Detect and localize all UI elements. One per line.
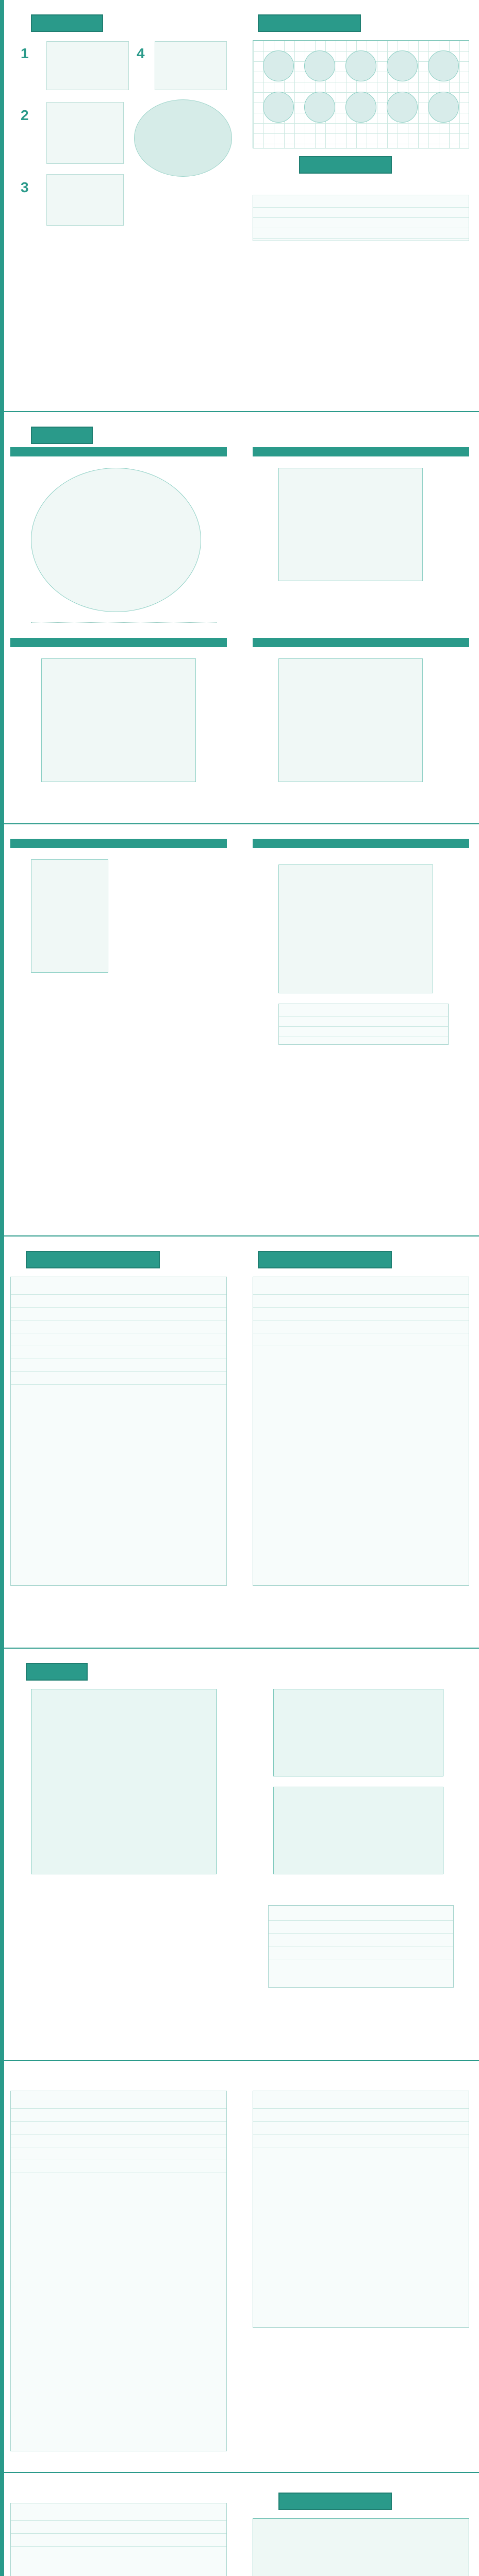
section-title-left [31, 14, 103, 32]
table-row [11, 2527, 226, 2534]
model-thumb [304, 92, 335, 123]
step-number-2: 2 [21, 107, 29, 123]
data-table-right [253, 2091, 469, 2328]
table-row [253, 2114, 469, 2122]
cross-section-diagram [31, 468, 201, 612]
page-edge [0, 1236, 4, 1648]
table-row [269, 1952, 453, 1959]
sub-header [10, 839, 227, 848]
table-row [253, 2140, 469, 2147]
step-number-4: 4 [137, 45, 145, 61]
spec-table-left [10, 2503, 227, 2576]
selection-table-right [253, 1277, 469, 1586]
page-5 [0, 1649, 479, 2061]
table-row [279, 1009, 448, 1016]
page-edge [0, 824, 4, 1235]
table-row [253, 231, 469, 239]
page-4 [0, 1236, 479, 1649]
step-4-illustration [155, 41, 227, 90]
page-7 [0, 2473, 479, 2576]
main-product-image [134, 99, 232, 177]
page-content [10, 421, 469, 814]
table-row [11, 1339, 226, 1346]
table-row [11, 2153, 226, 2160]
page-content [10, 1658, 469, 2050]
page-edge [0, 2061, 4, 2472]
model-thumb [304, 50, 335, 81]
model-thumb [387, 92, 418, 123]
table-row [11, 2114, 226, 2122]
table-row [253, 221, 469, 228]
section-title-left [26, 1663, 88, 1681]
characteristic-chart-1 [31, 1689, 217, 1874]
table-row [11, 1300, 226, 1308]
page-edge [0, 1649, 4, 2060]
section-title-right [258, 14, 361, 32]
table-row [11, 1287, 226, 1295]
table-row [11, 1365, 226, 1372]
table-row [11, 1313, 226, 1320]
table-row [11, 2127, 226, 2134]
selection-table-left [10, 1277, 227, 1586]
page-content [10, 9, 469, 402]
mount-diagram [31, 859, 108, 973]
sub-header [10, 638, 227, 647]
table-row [253, 1287, 469, 1295]
step-3-illustration [46, 174, 124, 226]
table-row [269, 1926, 453, 1934]
page-3 [0, 824, 479, 1236]
table-row [253, 1326, 469, 1333]
step-number-3: 3 [21, 179, 29, 195]
characteristic-chart-2 [273, 1689, 443, 1776]
table-row [11, 2102, 226, 2109]
table-row [253, 2127, 469, 2134]
model-thumb [345, 50, 376, 81]
spec-table [268, 1905, 454, 1988]
table-row [11, 2166, 226, 2173]
section-title-left [31, 427, 93, 444]
page-content [10, 2482, 469, 2576]
divider [31, 622, 217, 623]
model-thumb [428, 92, 459, 123]
table-row [253, 1339, 469, 1346]
page-content [10, 834, 469, 1226]
table-row [11, 1378, 226, 1385]
model-code-table [253, 195, 469, 241]
model-thumb [428, 50, 459, 81]
model-thumb [387, 50, 418, 81]
sub-section-title [299, 156, 392, 174]
table-row [253, 2102, 469, 2109]
assembly-diagram-2 [278, 658, 423, 782]
dimension-table [278, 1004, 449, 1045]
page-edge [0, 0, 4, 411]
sub-header [10, 447, 227, 456]
table-row [11, 1352, 226, 1359]
characteristic-chart-3 [273, 1787, 443, 1874]
page-edge [0, 2473, 4, 2576]
page-2 [0, 412, 479, 824]
sub-header [253, 447, 469, 456]
section-title-right [278, 2493, 392, 2510]
model-thumb [263, 92, 294, 123]
exploded-view-diagram [41, 658, 196, 782]
table-row [253, 1300, 469, 1308]
table-row [253, 1313, 469, 1320]
table-row [269, 1939, 453, 1946]
page-1 [0, 0, 479, 412]
step-2-illustration [46, 102, 124, 164]
table-row [279, 1030, 448, 1037]
step-1-illustration [46, 41, 129, 90]
table-row [11, 2514, 226, 2521]
sub-header [253, 839, 469, 848]
step-number-1: 1 [21, 45, 29, 61]
sub-header [253, 638, 469, 647]
page-content [10, 2070, 469, 2463]
section-title-right [258, 1251, 392, 1268]
data-table-left [10, 2091, 227, 2451]
table-row [269, 1913, 453, 1921]
table-row [253, 211, 469, 218]
table-row [11, 1326, 226, 1333]
assembly-diagram [278, 468, 423, 581]
page-6 [0, 2061, 479, 2473]
page-edge [0, 412, 4, 823]
table-row [11, 2140, 226, 2147]
table-row [11, 2539, 226, 2547]
notes-block [253, 2518, 469, 2576]
table-row [253, 200, 469, 208]
table-row [279, 1020, 448, 1027]
model-thumb [345, 92, 376, 123]
model-thumb [263, 50, 294, 81]
section-title-left [26, 1251, 160, 1268]
page-content [10, 1246, 469, 1638]
frame-diagram [278, 865, 433, 993]
